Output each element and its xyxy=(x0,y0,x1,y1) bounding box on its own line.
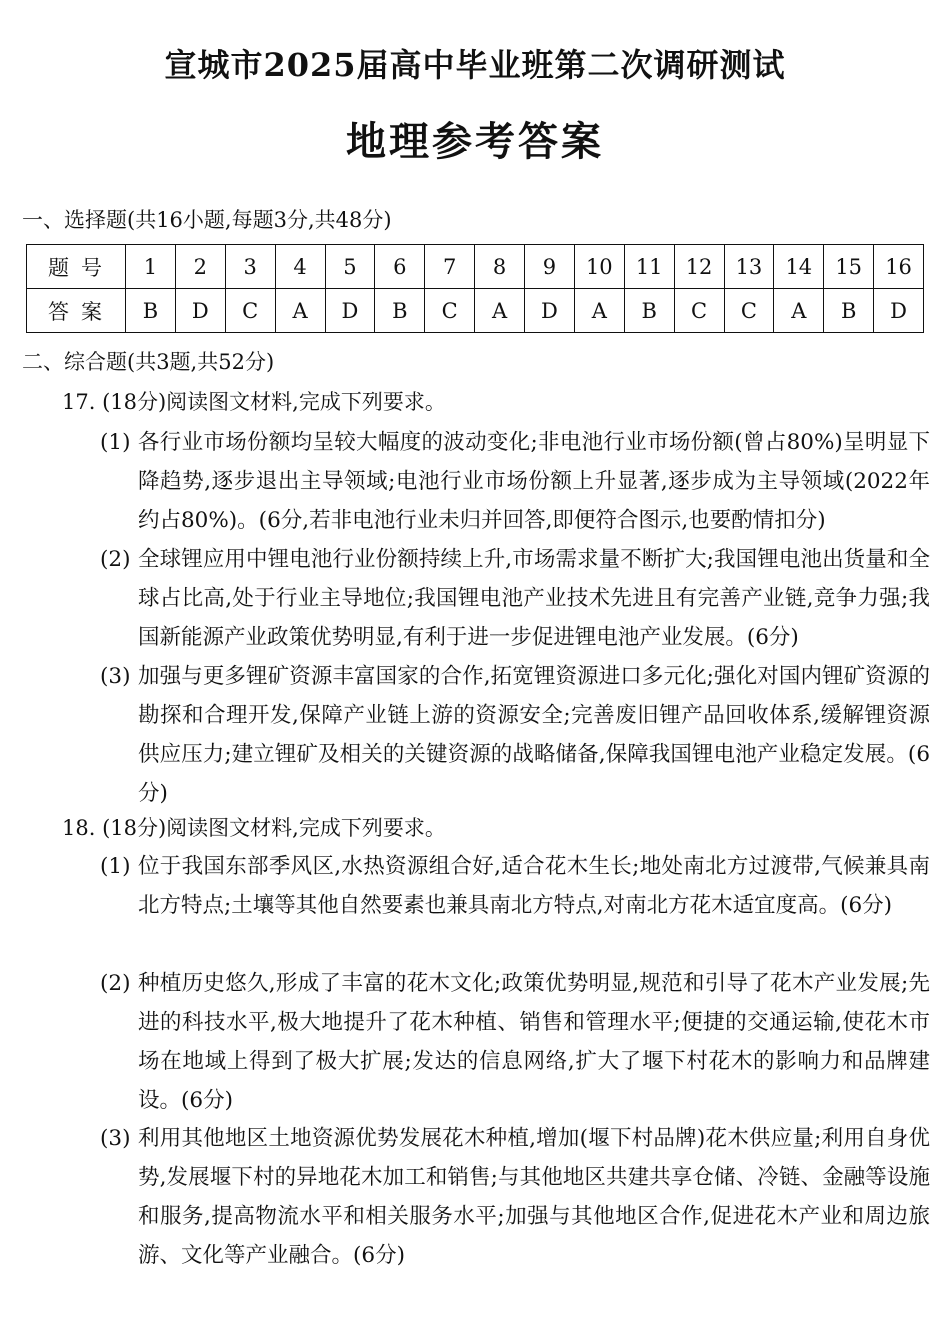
question-number: 7 xyxy=(425,245,475,289)
q18-part-3 xyxy=(100,1119,930,1275)
question-number: 5 xyxy=(325,245,375,289)
answer-row xyxy=(27,289,924,333)
part-text: 利用其他地区土地资源优势发展花木种植,增加(堰下村品牌)花木供应量;利用自身优势,发展堰下村的异地花木加工和销售;与其他地区共建共享仓储、冷链、金融等设施和服务,提高物流水平和相关服务水平;加强与其他地区合作,促进花木产业和周边旅游、文化等产业融合。(6分) xyxy=(138,1126,930,1268)
part-text: 全球锂应用中锂电池行业份额持续上升,市场需求量不断扩大;我国锂电池出货量和全球占比高,处于行业主导地位;我国锂电池产业技术先进且有完善产业链,竞争力强;我国新能源产业政策优势明显,有利于进一步促进锂电池产业发展。(6分) xyxy=(138,547,930,650)
answer-cell: D xyxy=(874,289,924,333)
exam-title: 宣城市2025届高中毕业班第二次调研测试 xyxy=(164,46,786,84)
question-number: 2 xyxy=(175,245,225,289)
part-number: (3) xyxy=(100,1126,131,1151)
answer-table xyxy=(26,244,924,333)
part-number: (2) xyxy=(100,971,131,996)
answer-cell: B xyxy=(375,289,425,333)
question-number: 9 xyxy=(525,245,575,289)
section-heading-comprehensive: 二、综合题(共3题,共52分) xyxy=(22,350,275,374)
question-number: 11 xyxy=(624,245,674,289)
question-number: 15 xyxy=(824,245,874,289)
part-number: (2) xyxy=(100,547,131,572)
answer-cell: C xyxy=(425,289,475,333)
q17-part-2 xyxy=(100,540,930,657)
question-number: 6 xyxy=(375,245,425,289)
part-text: 种植历史悠久,形成了丰富的花木文化;政策优势明显,规范和引导了花木产业发展;先进的科技水平,极大地提升了花木种植、销售和管理水平;便捷的交通运输,使花木市场在地域上得到了极大扩展;发达的信息网络,扩大了堰下村花木的影响力和品牌建设。(6分) xyxy=(138,971,930,1113)
question-17-heading: 17. (18分)阅读图文材料,完成下列要求。 xyxy=(62,390,446,414)
answer-cell: A xyxy=(275,289,325,333)
section-heading-choice: 一、选择题(共16小题,每题3分,共48分) xyxy=(22,208,392,232)
question-number: 4 xyxy=(275,245,325,289)
question-number: 1 xyxy=(126,245,176,289)
q17-part-1 xyxy=(100,423,930,540)
q17-part-3 xyxy=(100,657,930,813)
part-number: (1) xyxy=(100,854,131,879)
question-number: 14 xyxy=(774,245,824,289)
question-number-row xyxy=(27,245,924,289)
answer-cell: C xyxy=(724,289,774,333)
answer-cell: B xyxy=(824,289,874,333)
answer-cell: A xyxy=(774,289,824,333)
answer-cell: D xyxy=(175,289,225,333)
question-18-heading: 18. (18分)阅读图文材料,完成下列要求。 xyxy=(62,816,446,840)
answer-cell: D xyxy=(325,289,375,333)
answer-cell: D xyxy=(525,289,575,333)
question-number: 16 xyxy=(874,245,924,289)
question-number: 12 xyxy=(674,245,724,289)
question-number: 13 xyxy=(724,245,774,289)
answer-cell: A xyxy=(475,289,525,333)
question-number: 8 xyxy=(475,245,525,289)
part-number: (1) xyxy=(100,430,131,455)
q18-part-1 xyxy=(100,847,930,925)
row-label-questions: 题号 xyxy=(27,245,126,289)
q18-part-2 xyxy=(100,964,930,1120)
page-title: 地理参考答案 xyxy=(346,118,604,165)
part-number: (3) xyxy=(100,664,131,689)
question-number: 10 xyxy=(574,245,624,289)
answer-cell: C xyxy=(674,289,724,333)
answer-cell: C xyxy=(225,289,275,333)
row-label-answers: 答案 xyxy=(27,289,126,333)
part-text: 位于我国东部季风区,水热资源组合好,适合花木生长;地处南北方过渡带,气候兼具南北方特点;土壤等其他自然要素也兼具南北方特点,对南北方花木适宜度高。(6分) xyxy=(138,854,930,918)
answer-cell: A xyxy=(574,289,624,333)
part-text: 各行业市场份额均呈较大幅度的波动变化;非电池行业市场份额(曾占80%)呈明显下降趋势,逐步退出主导领域;电池行业市场份额上升显著,逐步成为主导领域(2022年约占80%)。(6分,若非电池行业未归并回答,即便符合图示,也要酌情扣分) xyxy=(138,430,930,533)
answer-cell: B xyxy=(624,289,674,333)
part-text: 加强与更多锂矿资源丰富国家的合作,拓宽锂资源进口多元化;强化对国内锂矿资源的勘探和合理开发,保障产业链上游的资源安全;完善废旧锂产品回收体系,缓解锂资源供应压力;建立锂矿及相关的关键资源的战略储备,保障我国锂电池产业稳定发展。(6分) xyxy=(138,664,930,806)
question-number: 3 xyxy=(225,245,275,289)
answer-cell: B xyxy=(126,289,176,333)
